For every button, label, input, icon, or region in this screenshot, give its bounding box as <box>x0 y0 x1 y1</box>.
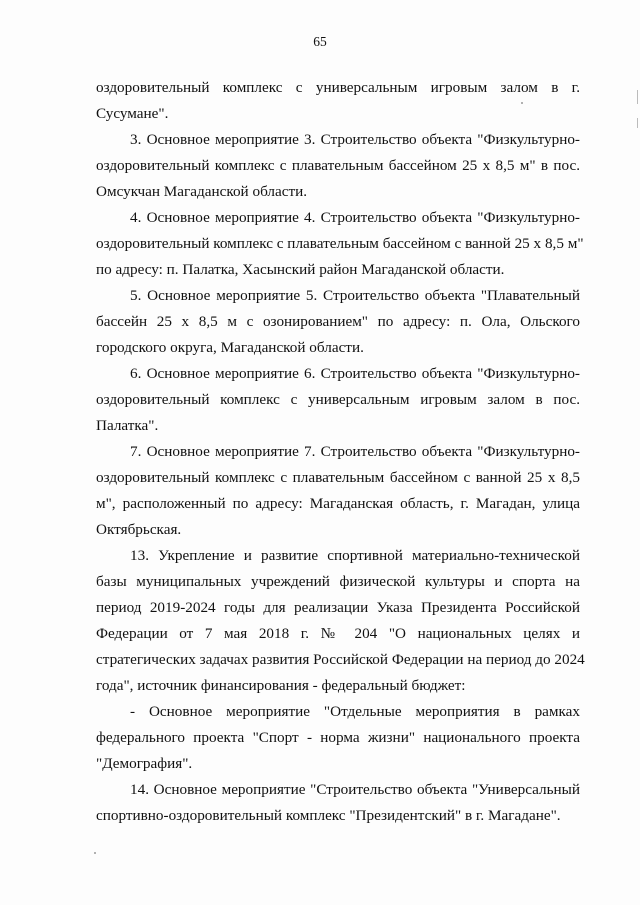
text-line: по адресу: п. Палатка, Хасынский район Магаданской области. <box>96 261 505 278</box>
text-line: Омсукчан Магаданской области. <box>96 183 308 200</box>
page-number: 65 <box>313 34 327 49</box>
text-line: бассейн 25 х 8,5 м с озонированием" по адресу: п. Ола, Ольского <box>96 313 580 330</box>
text-line: Федерации от 7 мая 2018 г. № 204 "О национальных целях и <box>96 625 580 642</box>
text-line: оздоровительный комплекс с универсальным игровым залом в пос. <box>96 391 580 408</box>
text-line: стратегических задачах развития Российской Федерации на период до 2024 <box>96 651 585 668</box>
text-line: Палатка". <box>96 417 159 434</box>
text-line: оздоровительный комплекс с универсальным игровым залом в г. <box>96 79 580 96</box>
text-line: оздоровительный комплекс с плавательным бассейном с ванной 25 х 8,5 <box>96 469 580 486</box>
text-line: оздоровительный комплекс с плавательным бассейном с ванной 25 х 8,5 м" <box>96 235 584 252</box>
scan-edge-mark <box>637 90 638 104</box>
text-line: Октябрьская. <box>96 521 182 538</box>
text-line: 6. Основное мероприятие 6. Строительство объекта "Физкультурно- <box>130 365 580 382</box>
text-line: федерального проекта "Спорт - норма жизни" национального проекта <box>96 729 580 746</box>
text-line: городского округа, Магаданской области. <box>96 339 364 356</box>
text-line: Сусумане". <box>96 105 169 122</box>
text-line: 7. Основное мероприятие 7. Строительство объекта "Физкультурно- <box>130 443 580 460</box>
text-line: оздоровительный комплекс с плавательным бассейном 25 х 8,5 м" в пос. <box>96 157 580 174</box>
scan-speck <box>521 102 523 104</box>
text-line: 3. Основное мероприятие 3. Строительство объекта "Физкультурно- <box>130 131 580 148</box>
text-line: базы муниципальных учреждений физической культуры и спорта на <box>96 573 580 590</box>
text-line: м", расположенный по адресу: Магаданская область, г. Магадан, улица <box>96 495 580 512</box>
text-line: 13. Укрепление и развитие спортивной материально-технической <box>130 547 580 564</box>
text-line: - Основное мероприятие "Отдельные мероприятия в рамках <box>130 703 580 720</box>
scan-edge-mark <box>637 118 638 128</box>
scan-speck <box>94 852 96 854</box>
text-line: года", источник финансирования - федеральный бюджет: <box>96 677 466 694</box>
text-line: 4. Основное мероприятие 4. Строительство объекта "Физкультурно- <box>130 209 580 226</box>
text-line: "Демография". <box>96 755 193 772</box>
text-line: период 2019-2024 годы для реализации Указа Президента Российской <box>96 599 580 616</box>
text-line: 14. Основное мероприятие "Строительство объекта "Универсальный <box>130 781 580 798</box>
text-line: спортивно-оздоровительный комплекс "Президентский" в г. Магадане". <box>96 807 561 824</box>
text-line: 5. Основное мероприятие 5. Строительство объекта "Плавательный <box>130 287 580 304</box>
